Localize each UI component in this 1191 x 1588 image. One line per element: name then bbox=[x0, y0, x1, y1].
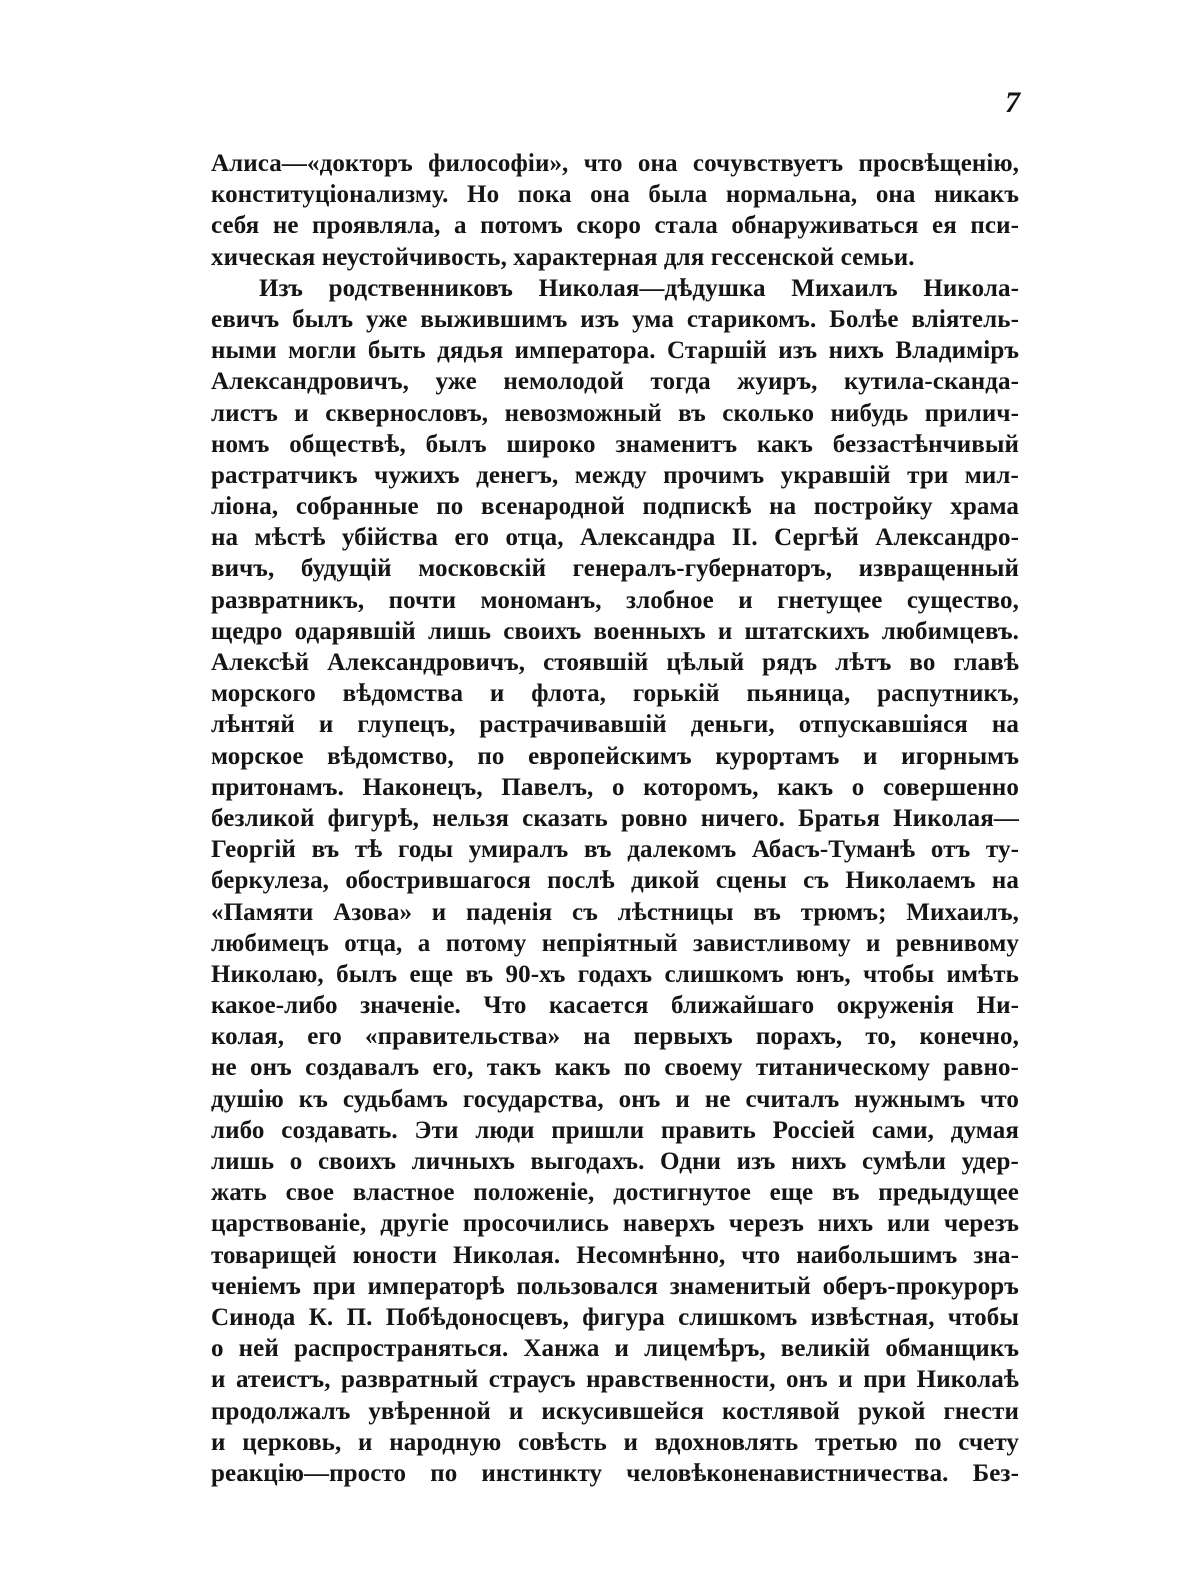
text-line: жать свое властное положеніе, достигнутое еще въ предыдущее bbox=[211, 1179, 1019, 1207]
text-line: листъ и сквернословъ, невозможный въ сколько нибудь прилич- bbox=[211, 399, 1019, 427]
text-line: себя не проявляла, а потомъ скоро стала обнаруживаться ея пси- bbox=[211, 212, 1019, 240]
text-line: либо создавать. Эти люди пришли править Россіей сами, думая bbox=[211, 1116, 1019, 1144]
text-line: реакцію—просто по инстинкту человѣконенавистничества. Без- bbox=[211, 1459, 1019, 1487]
body-text bbox=[211, 148, 1019, 1489]
text-line: лѣнтяй и глупецъ, растрачивавшій деньги, отпускавшіяся на bbox=[211, 711, 1019, 739]
text-line: ными могли быть дядья императора. Старшій изъ нихъ Владиміръ bbox=[211, 337, 1019, 365]
text-line: притонамъ. Наконецъ, Павелъ, о которомъ, какъ о совершенно bbox=[211, 773, 1019, 801]
text-line: Георгій въ тѣ годы умиралъ въ далекомъ Абасъ-Туманѣ отъ ту- bbox=[211, 836, 1019, 864]
text-line: щедро одарявшій лишь своихъ военныхъ и штатскихъ любимцевъ. bbox=[211, 617, 1019, 645]
text-line: морское вѣдомство, по европейскимъ курортамъ и игорнымъ bbox=[211, 742, 1019, 770]
text-line: Алиса—«докторъ философіи», что она сочувствуетъ просвѣщенію, bbox=[211, 150, 1019, 177]
text-line: Александровичъ, уже немолодой тогда жуиръ, кутила-скандa- bbox=[211, 368, 1019, 396]
text-line: Изъ родственниковъ Николая—дѣдушка Михаилъ Никола- bbox=[259, 274, 1019, 302]
text-line: беркулеза, обострившагося послѣ дикой сцены съ Николаемъ на bbox=[211, 867, 1019, 895]
text-line: на мѣстѣ убійства его отца, Александра II. Сергѣй Александро- bbox=[211, 524, 1019, 552]
text-line: любимецъ отца, а потому непріятный завистливому и ревнивому bbox=[211, 929, 1019, 957]
text-line: товарищей юности Николая. Несомнѣнно, что наибольшимъ зна- bbox=[211, 1241, 1019, 1269]
text-line: о ней распространяться. Ханжа и лицемѣръ, великій обманщикъ bbox=[211, 1335, 1019, 1363]
text-line: номъ обществѣ, былъ широко знаменитъ какъ беззастѣнчивый bbox=[211, 430, 1019, 458]
text-line: какое-либо значеніе. Что касается ближайшаго окруженія Ни- bbox=[211, 992, 1019, 1020]
text-line: евичъ былъ уже выжившимъ изъ ума старикомъ. Болѣе вліятель- bbox=[211, 305, 1019, 333]
text-line: морского вѣдомства и флота, горькій пьяница, распутникъ, bbox=[211, 680, 1019, 708]
text-line: лишь о своихъ личныхъ выгодахъ. Одни изъ нихъ сумѣли удер- bbox=[211, 1148, 1019, 1175]
text-line: душію къ судьбамъ государства, онъ и не считалъ нужнымъ что bbox=[211, 1085, 1019, 1113]
page-number: 7 bbox=[1005, 86, 1020, 119]
text-line: развратникъ, почти мономанъ, злобное и гнетущее существо, bbox=[211, 586, 1019, 614]
text-line: Алексѣй Александровичъ, стоявшій цѣлый рядъ лѣтъ во главѣ bbox=[211, 649, 1019, 676]
text-line: «Памяти Азова» и паденія съ лѣстницы въ трюмъ; Михаилъ, bbox=[211, 898, 1019, 926]
text-line: и атеистъ, развратный страусъ нравственности, онъ и при Николаѣ bbox=[211, 1366, 1019, 1394]
text-line: не онъ создавалъ его, такъ какъ по своему титаническому равно- bbox=[211, 1054, 1019, 1082]
text-line: колая, его «правительства» на первыхъ порахъ, то, конечно, bbox=[211, 1023, 1019, 1051]
text-line: вичъ, будущій московскій генералъ-губернаторъ, извращенный bbox=[211, 555, 1019, 583]
text-line: Николаю, былъ еще въ 90-хъ годахъ слишкомъ юнъ, чтобы имѣть bbox=[211, 960, 1019, 988]
text-line: растратчикъ чужихъ денегъ, между прочимъ укравшій три мил- bbox=[211, 461, 1019, 489]
text-line: и церковь, и народную совѣсть и вдохновлять третью по счету bbox=[211, 1428, 1019, 1456]
text-line: царствованіе, другіе просочились наверхъ черезъ нихъ или черезъ bbox=[211, 1210, 1019, 1238]
text-line: ченіемъ при императорѣ пользовался знаменитый оберъ-прокуроръ bbox=[211, 1272, 1019, 1300]
text-line: конституціонализму. Но пока она была нормальна, она никакъ bbox=[211, 181, 1019, 209]
text-line: Синода К. П. Побѣдоносцевъ, фигура слишкомъ извѣстная, чтобы bbox=[211, 1303, 1019, 1331]
text-line: продолжалъ увѣренной и искусившейся костлявой рукой гнести bbox=[211, 1397, 1019, 1425]
text-line: хическая неустойчивость, характерная для гессенской семьи. bbox=[211, 243, 915, 271]
text-line: ліона, собранные по всенародной подпискѣ на постройку храма bbox=[211, 493, 1019, 521]
text-line: безликой фигурѣ, нельзя сказать ровно ничего. Братья Николая— bbox=[211, 804, 1019, 832]
